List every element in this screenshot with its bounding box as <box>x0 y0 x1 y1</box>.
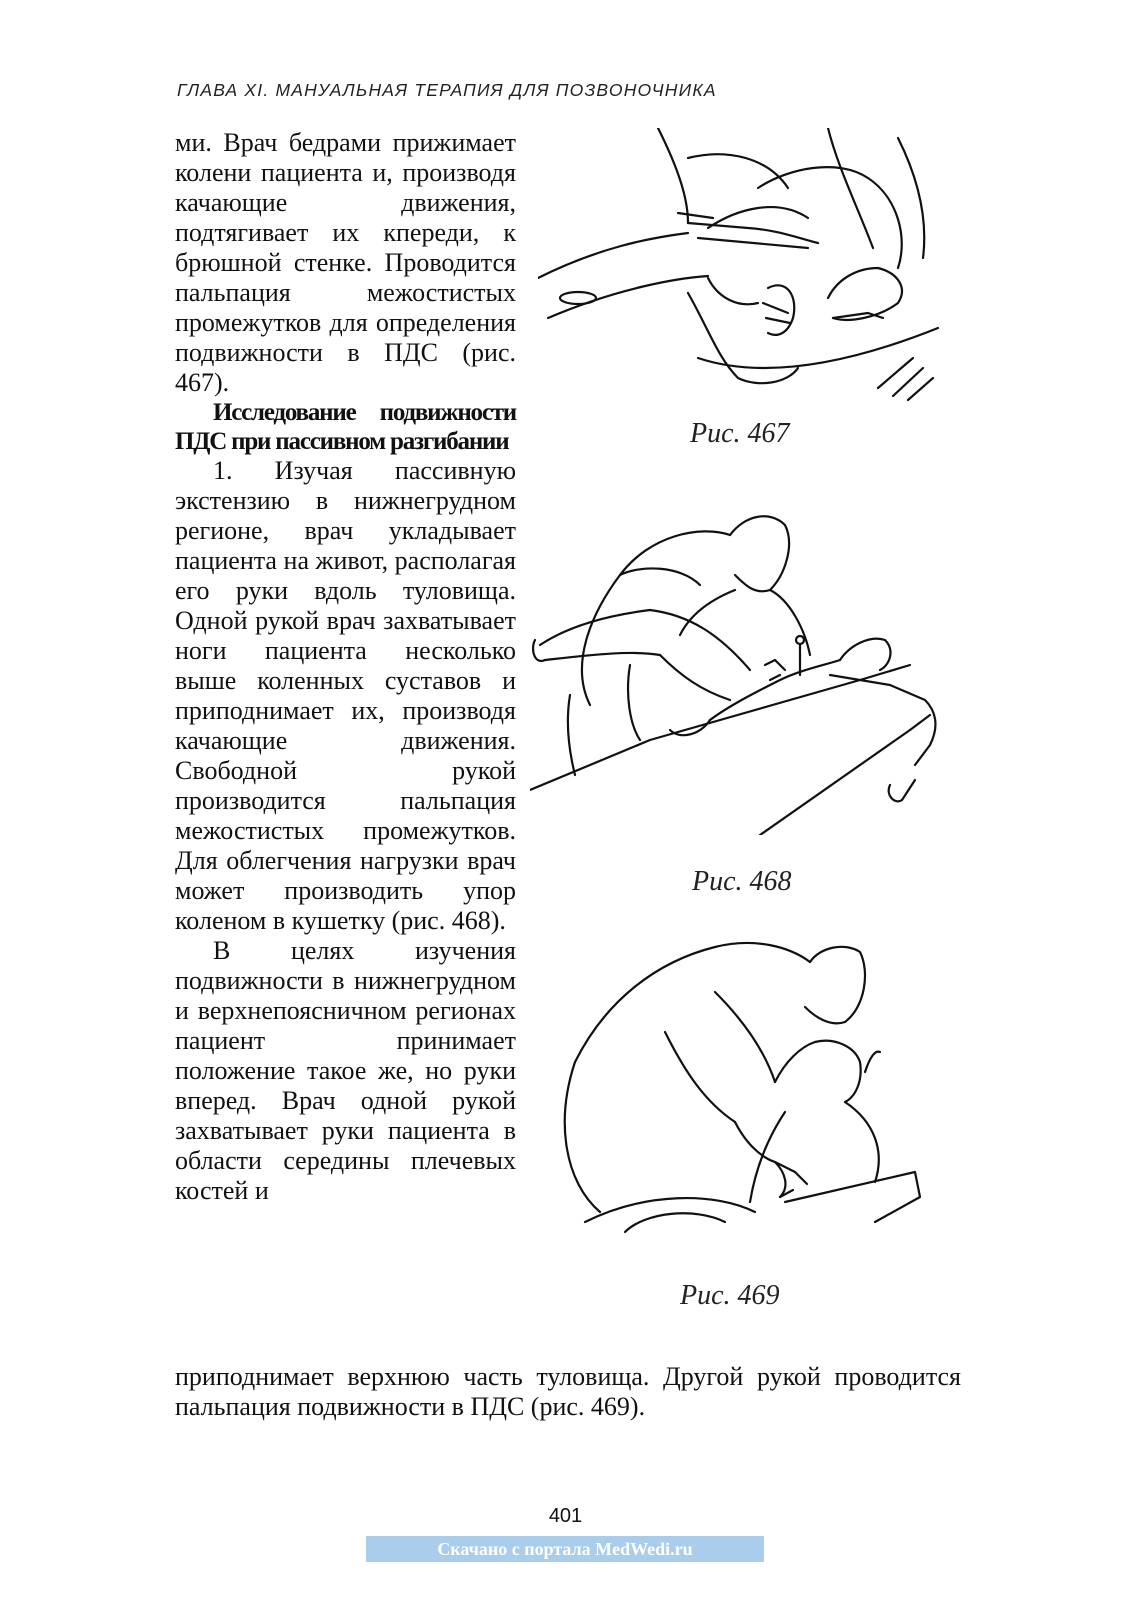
running-header: ГЛАВА XI. МАНУАЛЬНАЯ ТЕРАПИЯ ДЛЯ ПОЗВОНОЧНИКА <box>177 80 717 100</box>
figure-467-illustration <box>538 128 940 404</box>
figure-468-illustration <box>530 505 950 835</box>
figure-468-caption: Рис. 468 <box>692 866 792 897</box>
page-number: 401 <box>548 1505 583 1527</box>
paragraph-3: В целях изучения подвижности в нижнегрудном и верхнепоясничном регионах пациент принимает положение такое же, но руки вперед. Врач одной рукой захватывает руки пациента в области середины плечевых костей и <box>175 936 516 1205</box>
paragraph-continuation: приподнимает верхнюю часть туловища. Другой рукой проводится пальпация подвижности в ПДС (рис. 469). <box>175 1362 961 1421</box>
figure-469-illustration <box>545 932 925 1238</box>
paragraph-2: 1. Изучая пассивную экстензию в нижнегрудном регионе, врач укладывает пациента на живот, располагая его руки вдоль туловища. Одной рукой врач захватывает ноги пациента несколько выше коленных суставов и приподнимает их, производя качающие движения. Свободной рукой производится пальпация межостистых промежутков. Для облегчения нагрузки врач может производить упор коленом в кушетку (рис. 468). <box>175 456 516 935</box>
paragraph-1: ми. Врач бедрами прижимает колени пациента и, производя качающие движения, подтягивает их кпереди, к брюшной стенке. Проводится пальпация межостистых промежутков для определения подвижности в ПДС (рис. 467). <box>175 128 516 397</box>
download-source-banner: Скачано с портала MedWedi.ru <box>366 1536 764 1562</box>
figure-467-caption: Рис. 467 <box>690 418 790 449</box>
figure-469-caption: Рис. 469 <box>680 1280 780 1311</box>
text-column <box>175 128 516 1206</box>
section-heading: Исследование подвижности ПДС при пассивном разгибании <box>175 399 516 455</box>
